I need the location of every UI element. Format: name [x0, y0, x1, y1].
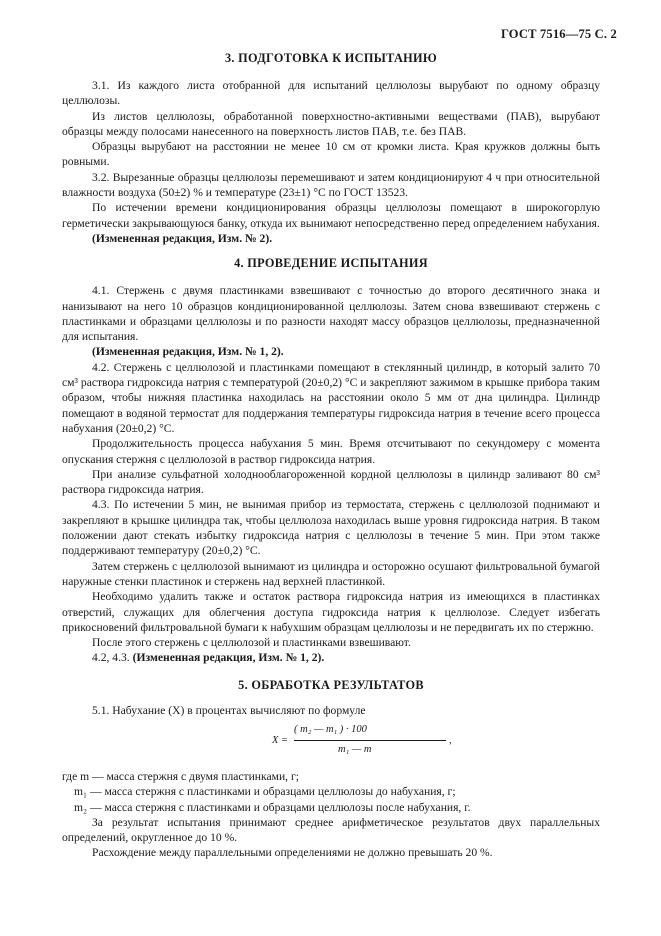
- paragraph: Из листов целлюлозы, обработанной поверхностно-активными веществами (ПАВ), вырубают образцы между полосами нанесенного на поверхность листов ПАВ, т.е. без ПАВ.: [62, 109, 600, 138]
- paragraph: 3.1. Из каждого листа отобранной для испытаний целлюлозы вырубают по одному образцу целлюлозы.: [62, 79, 600, 108]
- swelling-formula: [62, 723, 600, 765]
- amendment-note: (Измененная редакция, Изм. № 2).: [92, 231, 273, 245]
- document-body: [62, 50, 600, 861]
- paragraph: По истечении времени кондиционирования образцы целлюлозы помещают в широкогорлую герметически закрывающуюся банку, откуда их вынимают непосредственно перед определением набухания.: [62, 201, 600, 230]
- paragraph: Расхождение между параллельными определениями не должно превышать 20 %.: [92, 846, 493, 860]
- formula-denominator: m₁ — m: [338, 743, 372, 755]
- formula-numerator: ( m₂ — m₁ ) · 100: [294, 723, 367, 735]
- paragraph: Продолжительность процесса набухания 5 мин. Время отсчитывают по секундомеру с момента опускания стержня с целлюлозой в раствор гидроксида натрия.: [62, 437, 600, 466]
- paragraph: 5.1. Набухание (X) в процентах вычисляют по формуле: [92, 703, 366, 717]
- paragraph: При анализе сульфатной холоднооблагороженной кордной целлюлозы в цилиндр заливают 80 см³ раствора гидроксида натрия.: [62, 467, 600, 497]
- amendment-line: [62, 650, 600, 665]
- paragraph: Затем стержень с целлюлозой вынимают из цилиндра и осторожно осушают фильтровальной бумагой наружные стенки пластинок и стержень над верхней пластинкой.: [62, 559, 600, 588]
- paragraph: 4.3. По истечении 5 мин, не вынимая прибор из термостата, стержень с целлюлозой поднимают и закрепляют в крышке цилиндра так, чтобы целлюлоза находилась выше уровня гидроксида натрия. В таком положении дают стекать избытку гидроксида натрия с целлюлозы в течение 5 мин. При этом также поддерживают температуру (20±0,2) °С.: [62, 498, 600, 558]
- variable-definition: m₂ — масса стержня с пластинками и образцами целлюлозы после набухания, г.: [74, 800, 471, 814]
- section-3-title: 3. ПОДГОТОВКА К ИСПЫТАНИЮ: [224, 51, 438, 65]
- page-header: ГОСТ 7516—75 С. 2: [500, 27, 617, 41]
- variable-definition: m₁ — масса стержня с пластинками и образцами целлюлозы до набухания, г;: [74, 785, 456, 799]
- fraction-bar: [294, 740, 446, 741]
- paragraph: 4.2. Стержень с целлюлозой и пластинками помещают в стеклянный цилиндр, в который залито 70 см³ раствора гидроксида натрия с температурой (20±0,2) °С и закрепляют зажимом в крышке прибора таким образом, чтобы нижняя пластинка находилась на расстоянии около 5 мм от дна цилиндра. Цилиндр помещают в водяной термостат для поддержания температуры гидроксида натрия в течение всего процесса набухания (20±0,2) °С.: [62, 360, 600, 435]
- formula-comma: ,: [449, 734, 452, 746]
- paragraph: 4.1. Стержень с двумя пластинками взвешивают с точностью до второго десятичного знака и нанизывают на него 10 образцов кондиционированной целлюлозы. Затем снова взвешивают стержень с пластинками и образцами целлюлозы и по разности находят массу образцов целлюлозы, предназначенной для испытания.: [62, 284, 600, 344]
- amendment-note: (Измененная редакция, Изм. № 1, 2).: [92, 345, 284, 359]
- paragraph: После этого стержень с целлюлозой и пластинками взвешивают.: [92, 636, 411, 650]
- section-4-title: 4. ПРОВЕДЕНИЕ ИСПЫТАНИЯ: [234, 256, 428, 271]
- amendment-clauses: 4.2, 4.3.: [92, 651, 130, 665]
- paragraph: 3.2. Вырезанные образцы целлюлозы перемешивают и затем кондиционируют 4 ч при относительной влажности воздуха (50±2) % и температуре (23±1) °С по ГОСТ 13523.: [62, 170, 600, 200]
- paragraph: За результат испытания принимают среднее арифметическое результатов двух параллельных определений, округленное до 10 %.: [62, 815, 600, 845]
- paragraph: Необходимо удалить также и остаток раствора гидроксида натрия из имеющихся в пластинках отверстий, служащих для облегчения доступа гидроксида натрия к целлюлозе. Следует избегать прикосновений фильтровальной бумаги к набухшим образцам целлюлозы и не передвигать их по стержню.: [62, 590, 600, 634]
- section-5-title: 5. ОБРАБОТКА РЕЗУЛЬТАТОВ: [238, 677, 424, 692]
- paragraph: Образцы вырубают на расстоянии не менее 10 см от кромки листа. Края кружков должны быть ровными.: [62, 140, 600, 169]
- amendment-note: (Измененная редакция, Изм. № 1, 2).: [132, 651, 325, 665]
- variable-definition: где m — масса стержня с двумя пластинками, г;: [62, 769, 299, 783]
- formula-lhs: X =: [272, 734, 289, 746]
